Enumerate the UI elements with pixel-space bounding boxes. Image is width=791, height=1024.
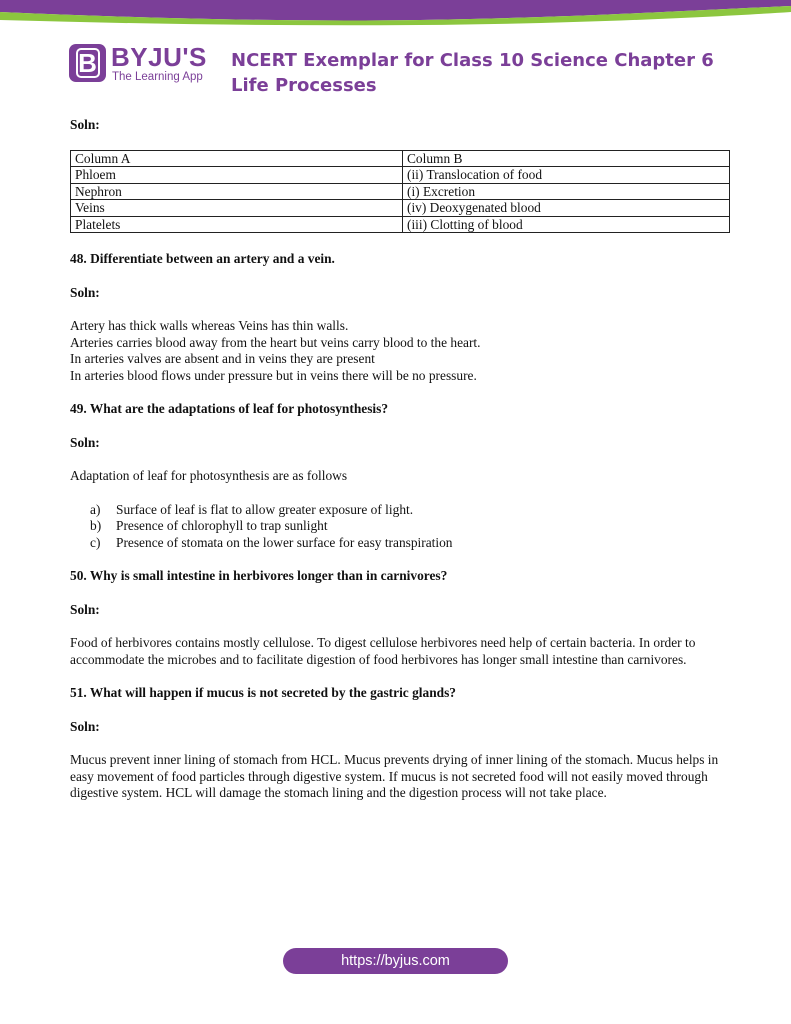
table-row [71,167,730,184]
byjus-logo [69,44,205,86]
list-item-text: Presence of chlorophyll to trap sunlight [116,518,328,534]
table-cell: (iv) Deoxygenated blood [403,200,730,217]
table-cell: Platelets [71,216,403,233]
soln-label-47: Soln: [70,117,100,132]
logo-tagline: The Learning App [112,71,203,83]
table-cell: Phloem [71,167,403,184]
table-header-row [71,150,730,167]
answer-51: Mucus prevent inner lining of stomach from HCL. Mucus prevents drying of inner lining of the stomach. Mucus helps in easy movement of food particles through digestive system. If mucus is not secreted food will not easily moved through digestive system. HCL will damage the stomach lining and the digestion process will not take place. [70,752,719,801]
table-cell: Nephron [71,183,403,200]
table-cell: (ii) Translocation of food [403,167,730,184]
top-decorative-band [0,0,791,26]
soln-label-51: Soln: [70,718,100,734]
document-title: NCERT Exemplar for Class 10 Science Chapter 6 Life Processes [231,50,714,96]
list-marker: c) [90,534,101,550]
list-item [90,534,730,552]
question-50: 50. Why is small intestine in herbivores longer than in carnivores? [70,568,448,584]
list-item-text: Surface of leaf is flat to allow greater exposure of light. [116,501,414,517]
adaptation-list [70,502,730,552]
table-cell: (iii) Clotting of blood [403,216,730,233]
answer-line: Arteries carries blood away from the heart but veins carry blood to the heart. [70,334,481,350]
table-header-cell: Column B [403,150,730,167]
list-item [90,518,730,535]
question-51: 51. What will happen if mucus is not secreted by the gastric glands? [70,685,457,701]
list-marker: b) [90,518,102,534]
logo-badge-icon: B [69,44,106,82]
table-cell: Veins [71,200,403,217]
list-item-text: Presence of stomata on the lower surface for easy transpiration [116,534,453,550]
question-49: 49. What are the adaptations of leaf for photosynthesis? [70,401,389,417]
page-content [70,117,730,802]
list-marker: a) [90,501,101,517]
answer-line: In arteries blood flows under pressure but in veins there will be no pressure. [70,367,477,383]
list-item [90,501,730,519]
table-row [71,200,730,217]
table-row [71,216,730,233]
answer-50: Food of herbivores contains mostly cellulose. To digest cellulose herbivores need help of certain bacteria. In order to accommodate the microbes and to facilitate digestion of food herbivores has longer small intestine than carnivores. [70,635,696,667]
answer-48 [70,318,730,384]
table-row [71,183,730,200]
soln-label-49: Soln: [70,434,100,450]
answer-49-intro: Adaptation of leaf for photosynthesis are as follows [70,468,348,484]
answer-line: In arteries valves are absent and in veins they are present [70,351,375,367]
soln-label-50: Soln: [70,601,100,617]
logo-wordmark: BYJU'S [111,42,207,72]
table-cell: (i) Excretion [403,183,730,200]
footer-url-link[interactable]: https://byjus.com [283,948,508,974]
table-header-cell: Column A [71,150,403,167]
match-table [70,150,730,234]
question-48: 48. Differentiate between an artery and a vein. [70,251,335,267]
soln-label-48: Soln: [70,284,100,300]
answer-line: Artery has thick walls whereas Veins has thin walls. [70,318,349,334]
